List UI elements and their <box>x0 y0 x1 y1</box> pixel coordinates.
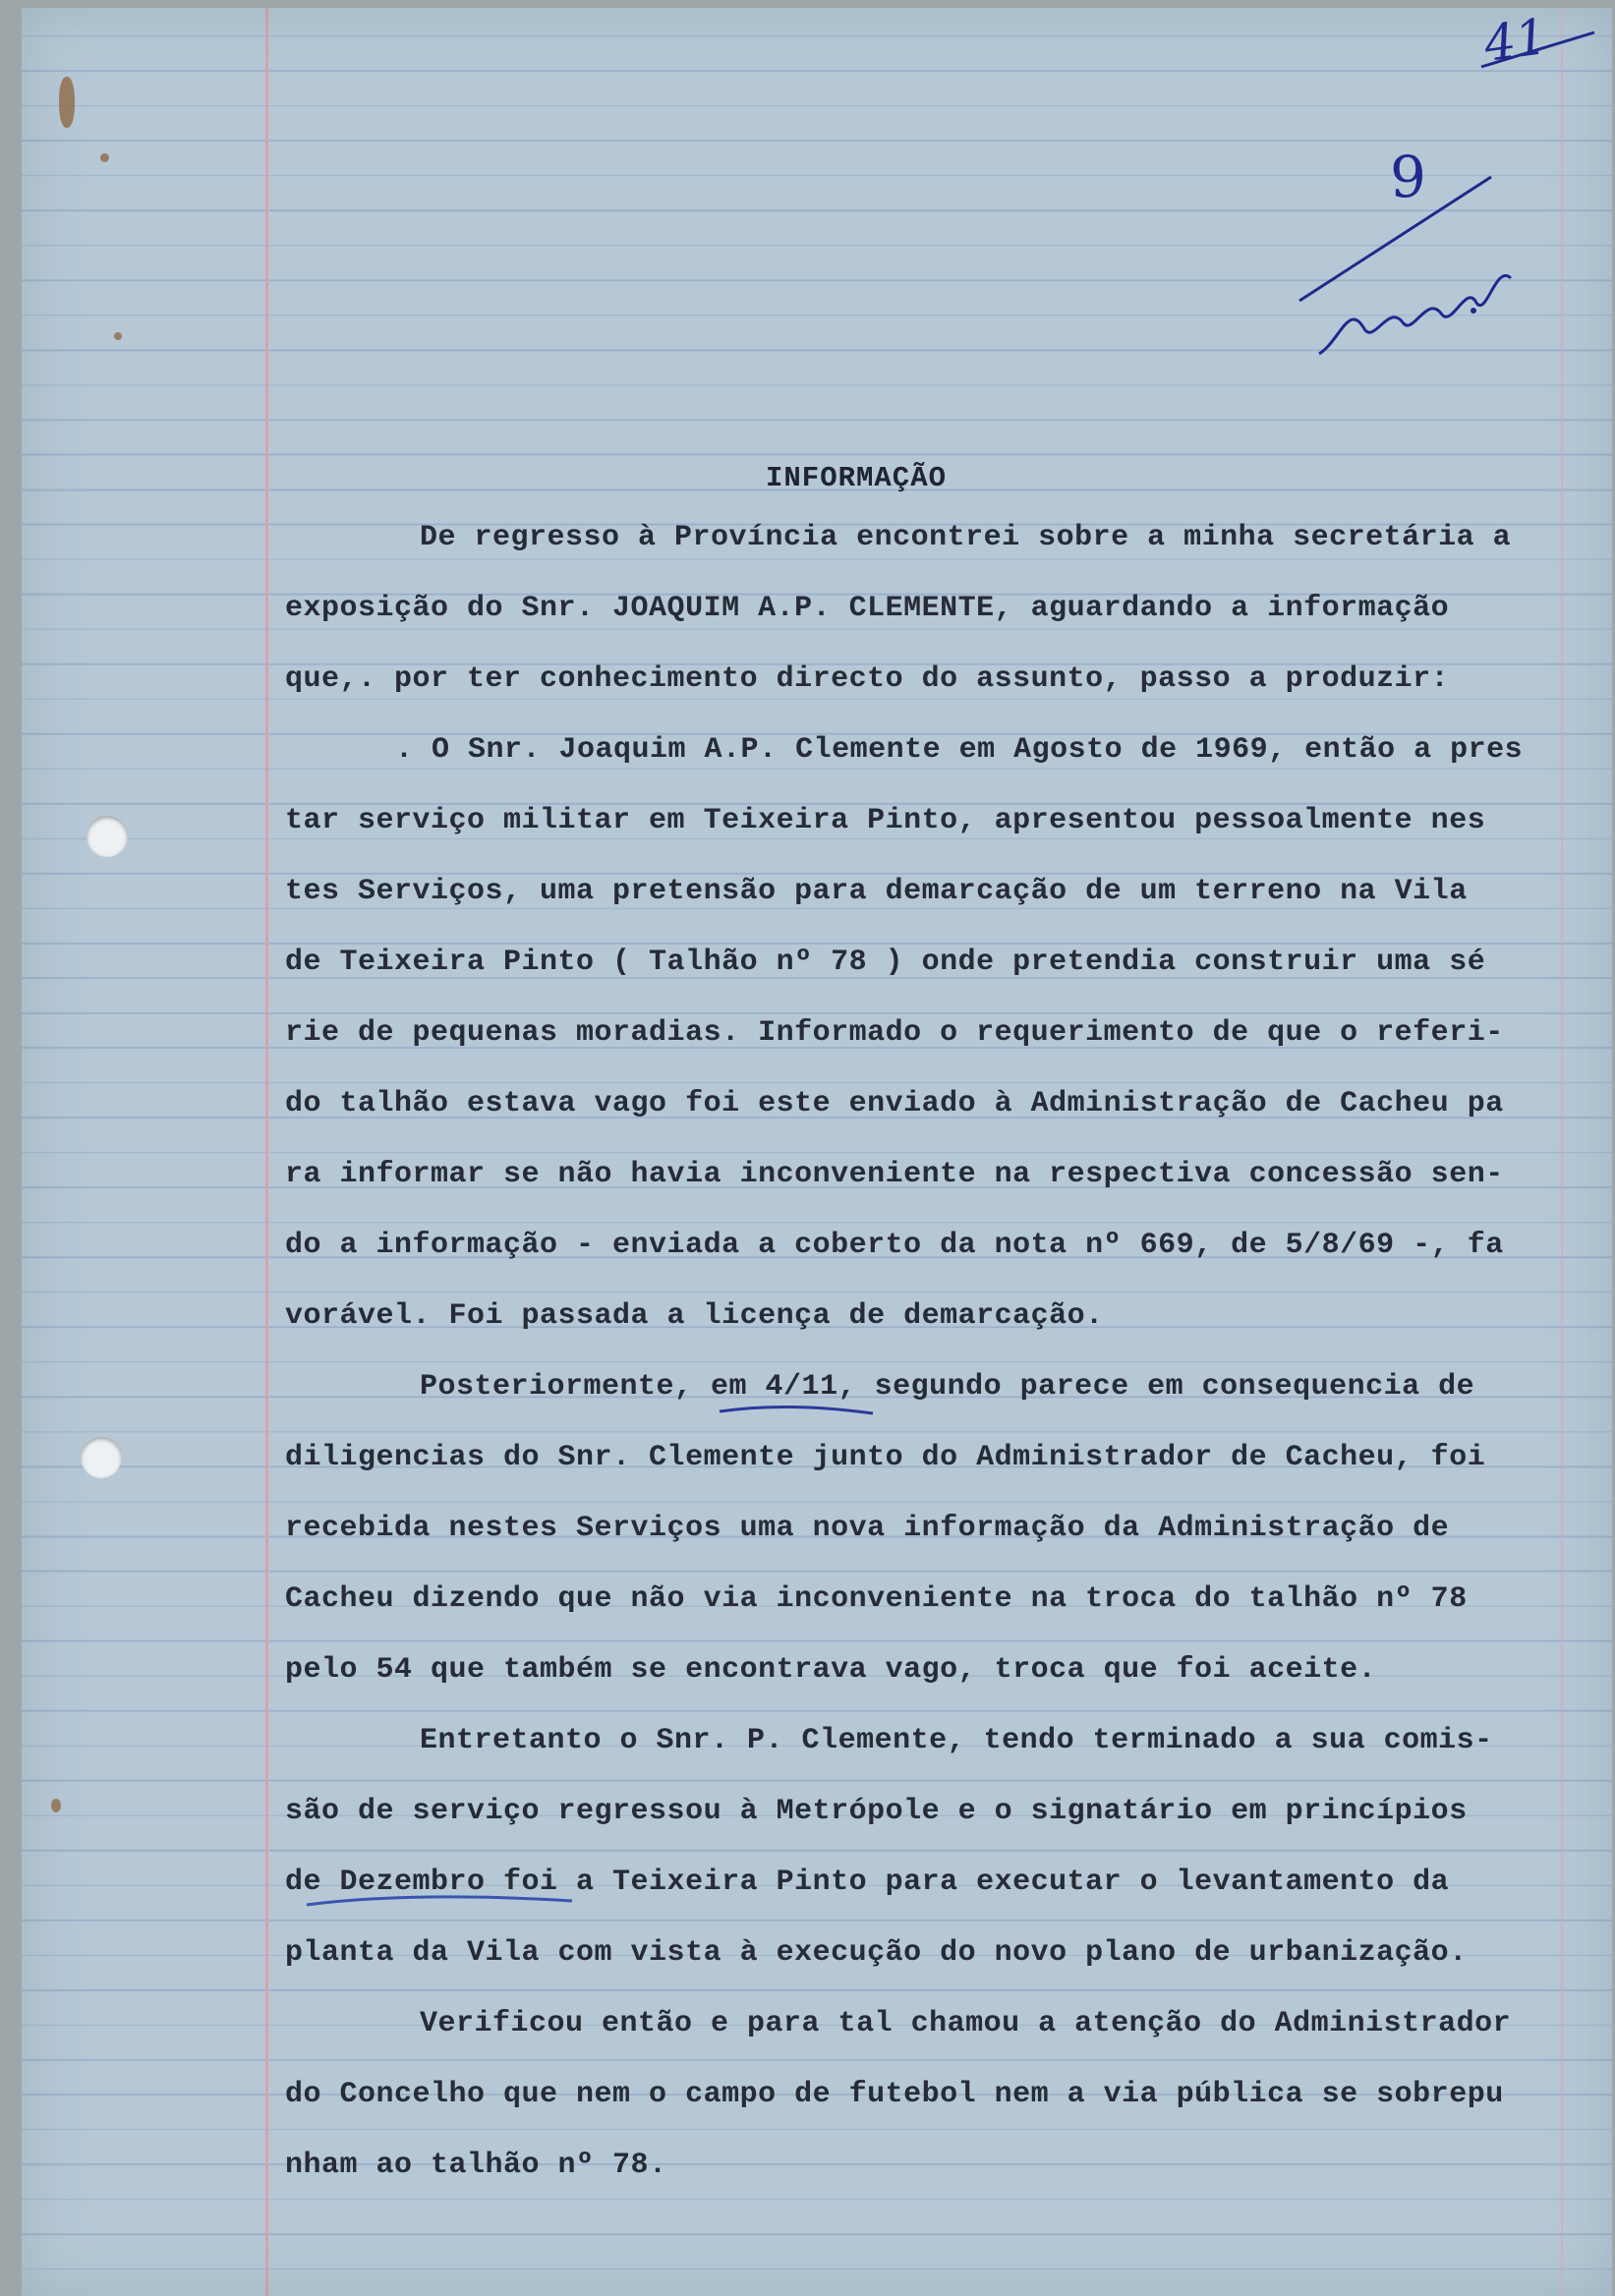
text-line: rie de pequenas moradias. Informado o requerimento de que o referi- <box>285 1016 1504 1050</box>
text-line: recebida nestes Serviços uma nova informação da Administração de <box>285 1512 1450 1545</box>
text-line: de Dezembro foi a Teixeira Pinto para executar o levantamento da <box>285 1866 1450 1899</box>
text-line: são de serviço regressou à Metrópole e o signatário em princípios <box>285 1795 1468 1828</box>
text-line: que,. por ter conhecimento directo do assunto, passo a produzir: <box>285 662 1450 696</box>
text-line: pelo 54 que também se encontrava vago, troca que foi aceite. <box>285 1653 1377 1687</box>
text-line: tes Serviços, uma pretensão para demarcação de um terreno na Vila <box>285 875 1468 908</box>
document-title: INFORMAÇÃO <box>765 462 948 494</box>
text-line: de Teixeira Pinto ( Talhão nº 78 ) onde pretendia construir uma sé <box>285 946 1486 979</box>
text-line: planta da Vila com vista à execução do novo plano de urbanização. <box>285 1936 1468 1970</box>
text-line: vorável. Foi passada a licença de demarcação. <box>285 1299 1104 1333</box>
text-line: do talhão estava vago foi este enviado à Administração de Cacheu pa <box>285 1087 1504 1120</box>
signature-icon <box>1319 275 1511 354</box>
page-number: 41 <box>1480 8 1551 74</box>
text-line: nham ao talhão nº 78. <box>285 2149 667 2182</box>
text-line: Posteriormente, em 4/11, segundo parece em consequencia de <box>420 1370 1475 1404</box>
folio-number: 9 <box>1390 144 1426 210</box>
folio-slash <box>1299 177 1491 301</box>
text-line: diligencias do Snr. Clemente junto do Administrador de Cacheu, foi <box>285 1441 1486 1474</box>
text-line: tar serviço militar em Teixeira Pinto, apresentou pessoalmente nes <box>285 804 1486 837</box>
text-line: Entretanto o Snr. P. Clemente, tendo terminado a sua comis- <box>420 1724 1493 1757</box>
text-line: ra informar se não havia inconveniente na respectiva concessão sen- <box>285 1158 1504 1191</box>
text-line: do a informação - enviada a coberto da nota nº 669, de 5/8/69 -, fa <box>285 1229 1504 1262</box>
text-line: Verificou então e para tal chamou a atenção do Administrador <box>420 2007 1512 2040</box>
text-line: . O Snr. Joaquim A.P. Clemente em Agosto de 1969, então a pres <box>395 733 1524 767</box>
page-number-underline <box>1481 32 1594 67</box>
underline-mark <box>720 1406 873 1413</box>
text-line: Cacheu dizendo que não via inconveniente na troca do talhão nº 78 <box>285 1582 1468 1616</box>
document-page <box>22 8 1612 2296</box>
text-line: do Concelho que nem o campo de futebol nem a via pública se sobrepu <box>285 2078 1504 2111</box>
text-line: De regresso à Província encontrei sobre a minha secretária a <box>420 521 1512 554</box>
text-line: exposição do Snr. JOAQUIM A.P. CLEMENTE, aguardando a informação <box>285 592 1450 625</box>
